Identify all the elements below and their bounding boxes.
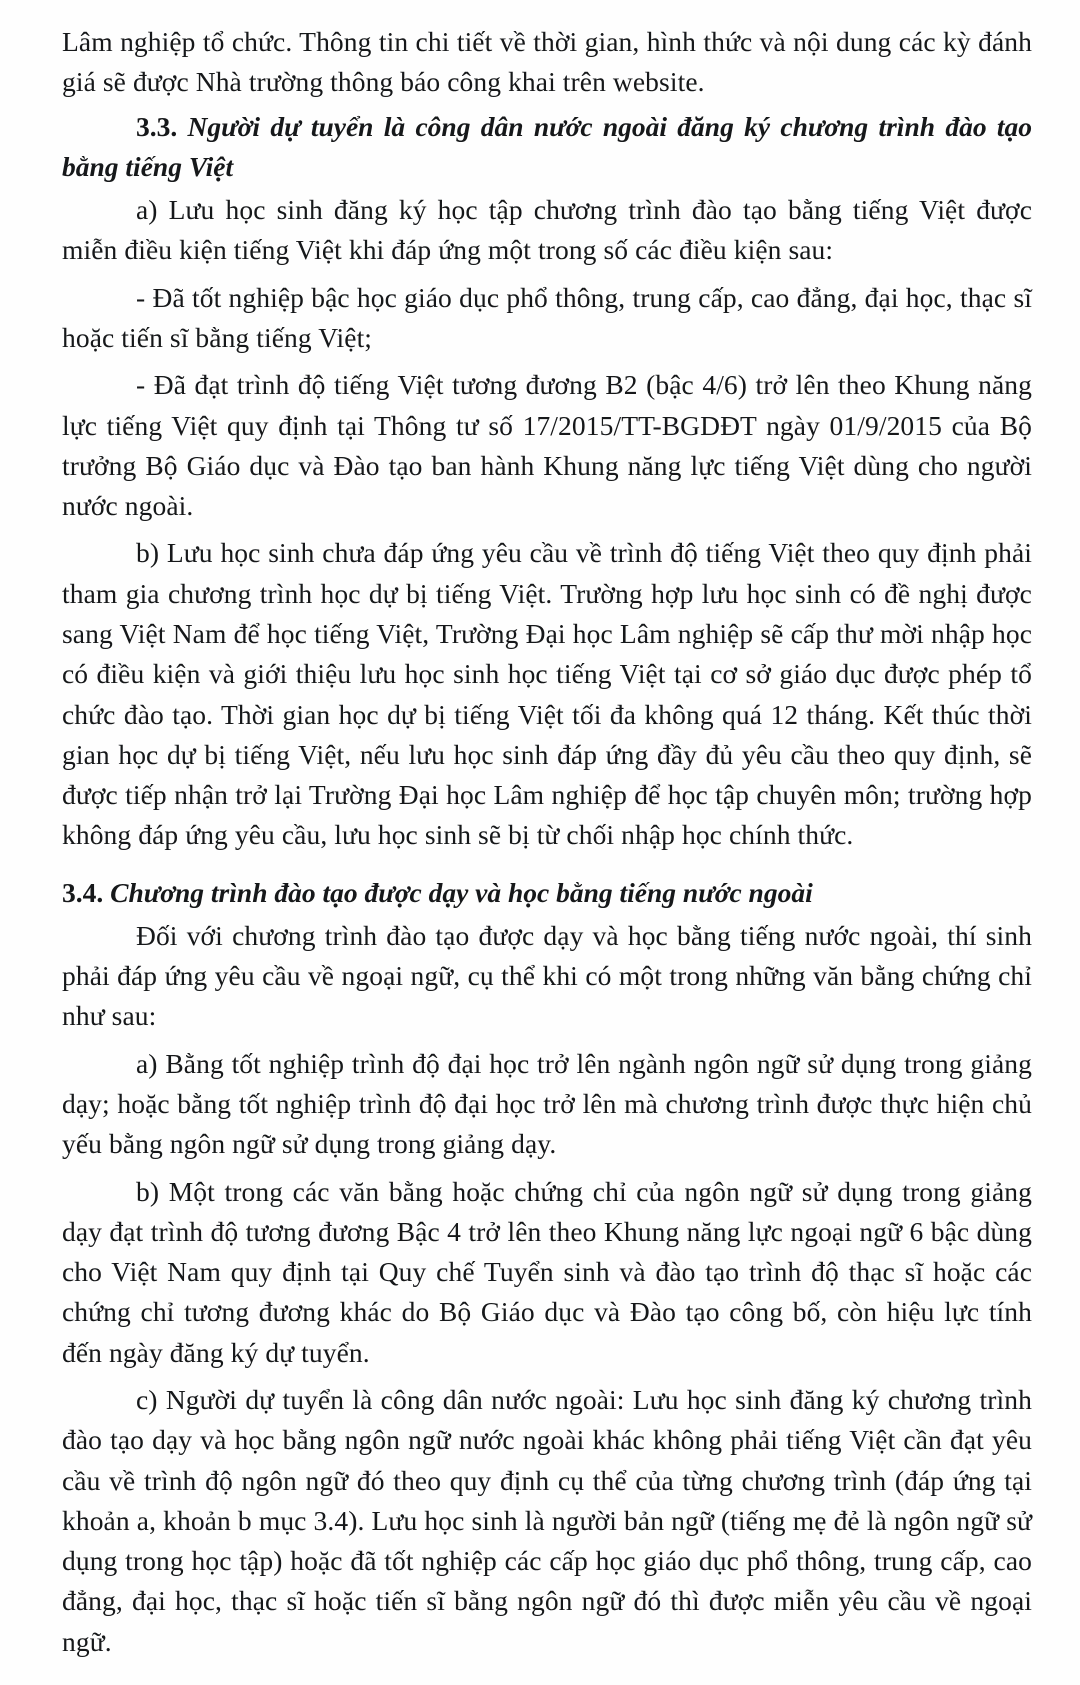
paragraph-3-4-intro: Đối với chương trình đào tạo được dạy và học bằng tiếng nước ngoài, thí sinh phải đáp ứng yêu cầu về ngoại ngữ, cụ thể khi có một trong những văn bằng chứng chỉ như sau: <box>62 919 1032 1032</box>
heading-section-3-3 <box>62 107 1032 188</box>
paragraph-intro-continued: Lâm nghiệp tổ chức. Thông tin chi tiết về thời gian, hình thức và nội dung các kỳ đánh giá sẽ được Nhà trường thông báo công khai trên website. <box>62 26 1032 98</box>
heading-3-4-number: 3.4. <box>62 876 104 908</box>
paragraph-3-3-bullet-2: - Đã đạt trình độ tiếng Việt tương đương B2 (bậc 4/6) trở lên theo Khung năng lực tiếng Việt quy định tại Thông tư số 17/2015/TT-BGDĐT ngày 01/9/2015 của Bộ trưởng Bộ Giáo dục và Đào tạo ban hành Khung năng lực tiếng Việt dùng cho người nước ngoài. <box>62 369 1032 522</box>
heading-section-3-4 <box>62 873 1032 913</box>
heading-3-3-title: Người dự tuyển là công dân nước ngoài đăng ký chương trình đào tạo bằng tiếng Việt <box>62 110 1032 182</box>
paragraph-3-3-a: a) Lưu học sinh đăng ký học tập chương trình đào tạo bằng tiếng Việt được miễn điều kiện tiếng Việt khi đáp ứng một trong số các điều kiện sau: <box>62 194 1032 266</box>
paragraph-3-4-b: b) Một trong các văn bằng hoặc chứng chỉ của ngôn ngữ sử dụng trong giảng dạy đạt trình độ tương đương Bậc 4 trở lên theo Khung năng lực ngoại ngữ 6 bậc dùng cho Việt Nam quy định tại Quy chế Tuyển sinh và đào tạo trình độ thạc sĩ hoặc các chứng chỉ tương đương khác do Bộ Giáo dục và Đào tạo công bố, còn hiệu lực tính đến ngày đăng ký dự tuyển. <box>62 1175 1032 1368</box>
paragraph-3-4-c: c) Người dự tuyển là công dân nước ngoài: Lưu học sinh đăng ký chương trình đào tạo dạy và học bằng ngôn ngữ nước ngoài khác không phải tiếng Việt cần đạt yêu cầu về trình độ ngôn ngữ đó theo quy định cụ thể của từng chương trình (đáp ứng tại khoản a, khoản b mục 3.4). Lưu học sinh là người bản ngữ (tiếng mẹ đẻ là ngôn ngữ sử dụng trong học tập) hoặc đã tốt nghiệp các cấp học giáo dục phổ thông, trung cấp, cao đẳng, đại học, thạc sĩ hoặc tiến sĩ bằng ngôn ngữ đó thì được miễn yêu cầu về ngoại ngữ. <box>62 1384 1032 1657</box>
paragraph-3-3-b: b) Lưu học sinh chưa đáp ứng yêu cầu về trình độ tiếng Việt theo quy định phải tham gia chương trình học dự bị tiếng Việt. Trường hợp lưu học sinh có đề nghị được sang Việt Nam để học tiếng Việt, Trường Đại học Lâm nghiệp sẽ cấp thư mời nhập học có điều kiện và giới thiệu lưu học sinh học tiếng Việt tại cơ sở giáo dục được phép tổ chức đào tạo. Thời gian học dự bị tiếng Việt tối đa không quá 12 tháng. Kết thúc thời gian học dự bị tiếng Việt, nếu lưu học sinh đáp ứng đầy đủ yêu cầu theo quy định, sẽ được tiếp nhận trở lại Trường Đại học Lâm nghiệp để học tập chuyên môn; trường hợp không đáp ứng yêu cầu, lưu học sinh sẽ bị từ chối nhập học chính thức. <box>62 537 1032 851</box>
paragraph-3-4-a: a) Bằng tốt nghiệp trình độ đại học trở lên ngành ngôn ngữ sử dụng trong giảng dạy; hoặc bằng tốt nghiệp trình độ đại học trở lên mà chương trình được thực hiện chủ yếu bằng ngôn ngữ sử dụng trong giảng dạy. <box>62 1047 1032 1160</box>
heading-3-4-title: Chương trình đào tạo được dạy và học bằng tiếng nước ngoài <box>110 876 813 908</box>
paragraph-3-3-bullet-1: - Đã tốt nghiệp bậc học giáo dục phổ thông, trung cấp, cao đẳng, đại học, thạc sĩ hoặc tiến sĩ bằng tiếng Việt; <box>62 281 1032 353</box>
spacer <box>62 859 1032 869</box>
heading-3-3-number: 3.3. <box>136 110 178 142</box>
